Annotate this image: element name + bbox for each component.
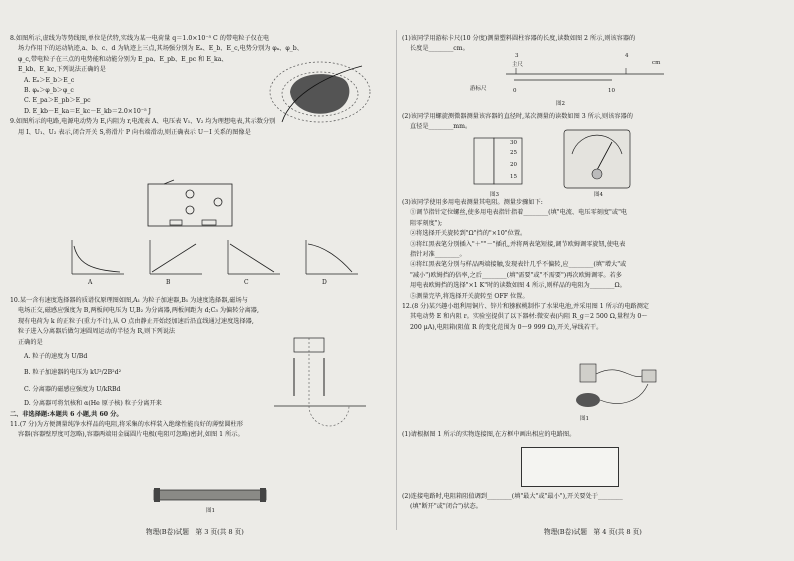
q11-3-line: ①调节指针定位螺丝,使多用电表指针指着________(填"电流、电压零刻度"或"电	[410, 209, 628, 217]
circuit-answer-box[interactable]	[521, 447, 619, 487]
fruit-battery-figure	[560, 362, 670, 412]
q10-line: 正确的是	[18, 338, 43, 346]
water-container-figure	[150, 484, 270, 506]
scale-mark: 3	[515, 53, 519, 59]
micrometer-tick: 20	[510, 162, 517, 168]
graph-label-b: B	[166, 279, 171, 286]
equipotential-figure	[262, 52, 372, 130]
q10-line: 电场正交,磁感应强度为 B,两板间电压为 U,B₂ 为分离器,两板间距为 d;C₃ 为偏转分离器,	[18, 307, 259, 315]
q12-2-line: (2)连接电路时,电阻箱阻值调到________(填"最大"或"最小"),开关要处于________	[402, 493, 623, 500]
column-divider	[396, 30, 397, 530]
q9-line: 用 I、U₁、U₂ 表示,闭合开关 S,将滑片 P 向右端滑动,则正确表示 U－I 关系的图像是	[18, 128, 251, 136]
q12-1-line: (1)请根据图 1 所示的实物连接图,在方框中画出相应的电路图。	[402, 431, 576, 438]
q8-option-c: C. E_pa＞E_pb＞E_pc	[24, 97, 91, 105]
main-scale-label: 主尺	[512, 62, 524, 68]
q11-1-line: (1)该同学用游标卡尺(10 分度)测量塑料圆柱容器的长度,读数如图 2 所示,则该容器的	[402, 35, 636, 42]
vernier-mark: 0	[513, 88, 517, 94]
micrometer-figure	[470, 136, 526, 190]
q11-3-line: "减小")欧姆挡的倍率,之后________(填"需要"或"不需要")再次欧姆调零。若多	[410, 271, 622, 279]
graph-label-a: A	[88, 279, 93, 286]
q11-3-line: 用电表欧姆挡的选择"×1 K"时的读数如图 4 所示,则样品的电阻为________Ω。	[410, 282, 626, 290]
q11-line: 11.(7 分)为方便测量纯净水样品的电阻,将采集的水样装入绝缘性能良好的薄壁圆柱形	[10, 421, 243, 429]
q11-3-line: 指针对准________。	[410, 251, 466, 259]
q11-3-line: ⑤测量完毕,将选择开关旋转至 OFF 位置。	[410, 292, 529, 300]
q10-line: 粒子进入分离器后做匀速圆周运动的半径为 R,则下列说法	[18, 328, 176, 336]
q12-2-line: (填"断开"或"闭合")状态。	[410, 503, 482, 511]
right-q12-1	[402, 430, 774, 440]
micrometer-tick: 25	[510, 150, 517, 156]
graph-label-d: D	[322, 279, 327, 286]
q10-option-c: C. 分离器的磁感应强度为 U/kRBd	[24, 385, 121, 393]
q10-option-b: B. 粒子加速器的电压为 kU²/2B²d²	[24, 369, 122, 377]
q8-line: φ_c,带电粒子在三点的电势能和动能分别为 E_pa、E_pb、E_pc 和 E_ka、	[18, 55, 228, 63]
q10-option-d: D. 分离器可将氘核和 α(He 原子核) 粒子分离开来	[24, 400, 162, 408]
q11-3-line: ④将红黑表笔分别与样品两端接触,发现表针几乎不偏转,应________(填"增大"或	[410, 261, 627, 269]
vernier-scale-label: 游标尺	[470, 86, 487, 92]
q11-3-line: (3)该同学使用多用电表测量其电阻。测量步骤如下:	[402, 199, 543, 206]
fig2-caption: 图2	[556, 101, 565, 107]
graph-label-c: C	[244, 279, 249, 286]
page-footer-right: 物理(B卷)试题 第 4 页(共 8 页)	[544, 528, 642, 536]
scale-mark: 4	[625, 53, 629, 59]
fig1-caption: 图1	[206, 508, 215, 514]
q11-line: 容器(容器壁厚度可忽略),容器两端用金属圆片电极(电阻可忽略)密封,如图 1 所示。	[18, 431, 244, 439]
q11-3-line: 阻零刻度");	[410, 219, 443, 227]
q12-line: 其电动势 E 和内阻 r。实验室提供了以下器材:微安表(内阻 R_g＝2 500 Ω,量程为 0～	[410, 313, 648, 321]
q11-3-line: ③将红黑表笔分别插入"＋""－"插孔,并将两表笔短接,调节欧姆调零旋钮,使电表	[410, 240, 626, 248]
q8-line: 8.如图所示,虚线为等势线图,单位是伏特,实线为某一电荷量 q＝1.0×10⁻⁵ C 的带电粒子仅在电	[10, 35, 270, 42]
micrometer-tick: 15	[510, 174, 517, 180]
q9-graphs	[62, 236, 362, 280]
q10-line: 10.某一含有速度选择器的质谱仪原理图如图,A₁ 为粒子加速器,B₁ 为速度选择器,磁场与	[10, 297, 248, 304]
q8-option-d: D. E_kb－E_ka＝E_kc－E_kb＝2.0×10⁻⁵ J	[24, 107, 152, 115]
vernier-mark: 10	[608, 88, 615, 94]
q12-line: 200 μA),电阻箱(阻值 R 的变化范围为 0～9 999 Ω),开关,导线若干。	[410, 323, 603, 331]
section-heading: 二、非选择题:本题共 6 小题,共 60 分。	[10, 410, 123, 418]
right-q11-3	[402, 198, 774, 333]
q8-option-a: A. Eₐ＞E_b＞E_c	[24, 76, 75, 84]
q8-line: 场力作用下的运动轨迹,a、b、c、d 为轨迹上三点,其场强分别为 Eₐ、E_b、E_c,电势分别为 φₐ、φ_b、	[18, 45, 303, 53]
right-page	[402, 34, 774, 55]
q11-2-line: (2)该同学用螺旋测微器测量该容器的直径时,某次测量的读数如图 3 所示,则该容器的	[402, 113, 633, 120]
mass-spectrometer-figure	[272, 336, 368, 432]
q12-line: 12.(8 分)某兴趣小组利用铜片、锌片和猕猴桃制作了水果电池,并采用图 1 所示的电路测定	[402, 303, 649, 311]
multimeter-figure	[562, 128, 632, 190]
fig3-caption: 图3	[490, 192, 499, 198]
q11-2-line: 直径是________mm。	[410, 123, 472, 131]
micrometer-tick: 30	[510, 140, 517, 146]
page-footer-left: 物理(B卷)试题 第 3 页(共 8 页)	[146, 528, 244, 536]
q9-graph-options	[62, 236, 362, 290]
q9-circuit-diagram	[140, 176, 240, 232]
q11-3-line: ②将选择开关旋转到"Ω"挡的"×10"位置。	[410, 230, 527, 238]
q8-line: E_kb、E_kc,下列说法正确的是	[18, 66, 106, 74]
q9-line: 9.如图所示的电路,电源电动势为 E,内阻为 r,电流表 A、电压表 V₁、V₂ 均为理想电表,其示数分别	[10, 118, 276, 126]
q12-fig1-caption: 图1	[580, 416, 589, 422]
unit-label: cm	[652, 60, 661, 66]
q8-option-b: B. φₐ＞φ_b＞φ_c	[24, 87, 74, 95]
q10-option-a: A. 粒子的速度为 U/Bd	[24, 353, 88, 361]
right-q12-2	[402, 492, 774, 513]
q10-line: 现有电荷为 k 的正粒子(重力不计),从 O 点由静止开始经加速后沿直线通过速度选择器,	[18, 317, 254, 325]
vernier-caliper-figure	[500, 60, 670, 106]
fig4-caption: 图4	[594, 192, 603, 198]
q11-1-line: 长度是________cm。	[410, 45, 469, 53]
